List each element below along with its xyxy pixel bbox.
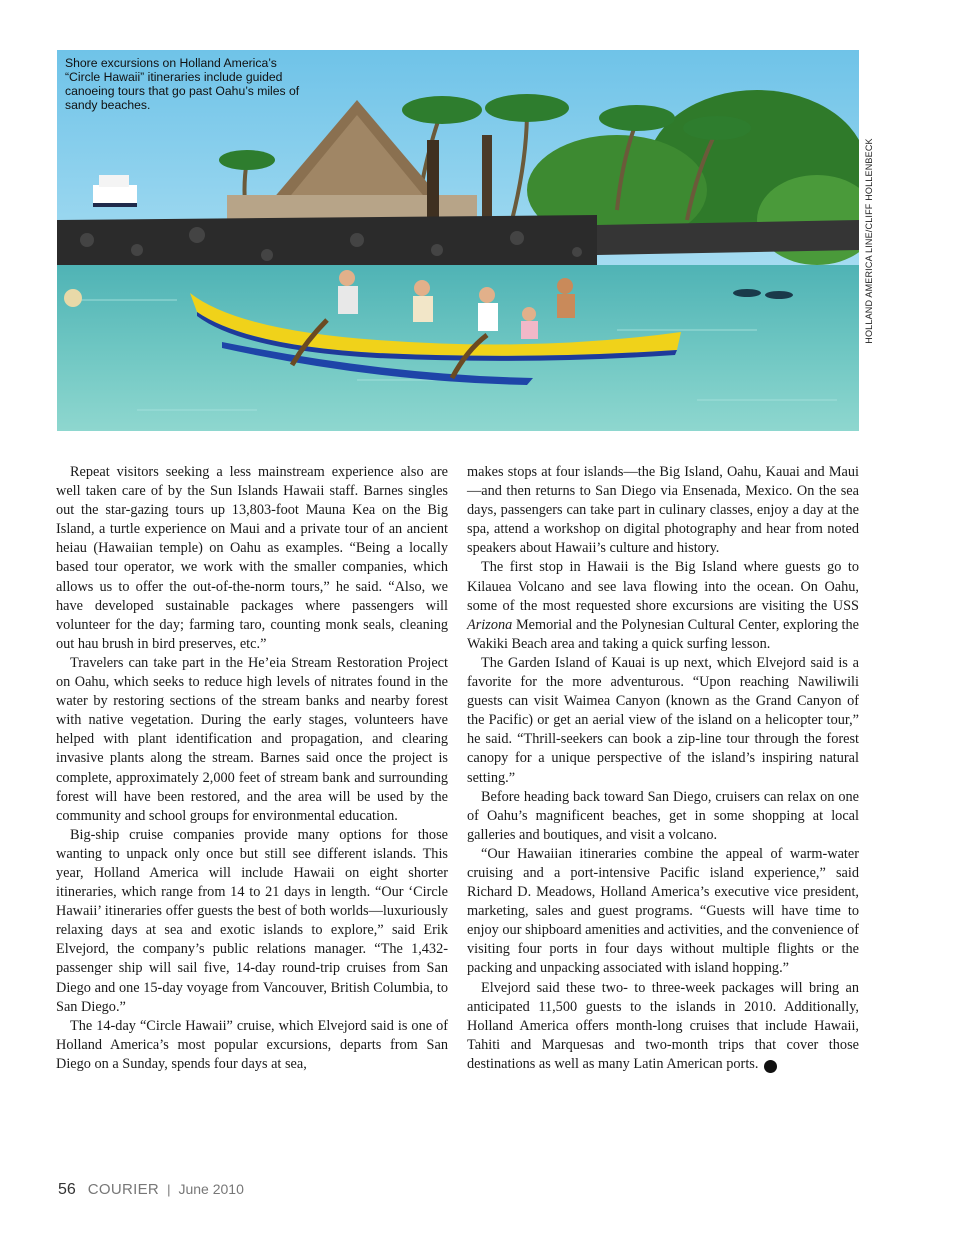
- photo-caption: Shore excursions on Holland America’s “Circle Hawaii” itineraries include guided canoeing tours that go past Oahu’s miles of sandy beaches.: [65, 56, 300, 112]
- page-footer: [58, 1181, 244, 1199]
- ship-name-italic: Arizona: [467, 616, 513, 633]
- article-paragraph: Big-ship cruise companies provide many options for those wanting to unpack only once but still see different islands. This year, Holland America will include Hawaii on eight shorter itineraries, which range from 14 to 21 days in length. “Our ‘Circle Hawaii’ itineraries offer guests the best of both worlds—luxuriously relaxing days at sea and exotic islands to explore,” said Erik Elvejord, the company’s public relations manager. “The 1,432-passenger ship will sail five, 14-day round-trip cruises from San Diego and one 15-day voyage from Vancouver, British Columbia, to San Diego.”: [56, 826, 448, 1015]
- issue-date: June 2010: [178, 1181, 244, 1197]
- end-of-article-icon: C: [764, 1060, 777, 1073]
- article-paragraph: Travelers can take part in the He’eia Stream Restoration Project on Oahu, which seeks to reduce high levels of nitrates found in the water by restoring sections of the stream banks and nearby forest with native vegetation. During the early stages, volunteers have helped with plant identification and propagation, and clearing invasive plants along the stream. Barnes said once the project is complete, approximately 2,000 feet of stream bank and surrounding forest will have been restored, and the area will be used by the community and school groups for environmental education.: [56, 654, 448, 824]
- article-paragraph: The 14-day “Circle Hawaii” cruise, which Elvejord said is one of Holland America’s most popular excursions, departs from San Diego on a Sunday, spends four days at sea,: [56, 1017, 448, 1072]
- article-paragraph: The Garden Island of Kauai is up next, which Elvejord said is a favorite for the more adventurous. “Upon reaching Nawiliwili guests can visit Waimea Canyon (known as the Grand Canyon of the Pacific) or get an aerial view of the island on a helicopter tour,” he said. “Thrill-seekers can book a zip-line tour through the forest canopy for a unique perspective of the island’s inspiring natural setting.”: [467, 654, 859, 786]
- article-paragraph-continued: makes stops at four islands—the Big Island, Oahu, Kauai and Maui—and then returns to San Diego via Ensenada, Mexico. On the sea days, passengers can take part in culinary classes, enjoy a day at the spa, attend a workshop on digital photography and hear from noted speakers about Hawaii’s culture and history.: [467, 464, 859, 557]
- last-paragraph-text: Elvejord said these two- to three-week packages will bring an anticipated 11,500 guests to the islands in 2010. Additionally, Holland America offers month-long cruises that include Hawaii, Tahiti and Marquesas and two-month trips that cover those destinations as well as many Latin American ports.: [467, 979, 859, 1072]
- photo-credit-text: HOLLAND AMERICA LINE/CLIFF HOLLENBECK: [864, 137, 874, 344]
- arizona-text-after: Memorial and the Polynesian Cultural Center, exploring the Wakiki Beach area and taking a quick surfing lesson.: [467, 616, 859, 652]
- article-paragraph-last: [467, 979, 859, 1074]
- page-number: 56: [58, 1181, 76, 1198]
- article-paragraph: Repeat visitors seeking a less mainstream experience also are well taken care of by the Sun Islands Hawaii staff. Barnes singles out the star-gazing tours up 13,803-foot Mauna Kea on the Big Island, a turtle experience on Maui and a private tour of an ancient heiau (Hawaiian temple) on Oahu as examples. “Being a locally based tour operator, we work with the smaller companies, which allows us to offer the out-of-the-norm tours,” he said. “Also, we have developed sustainable packages where passengers will volunteer for the day; farming taro, counting monk seals, cleaning out hau brush in bird preserves, etc.”: [56, 464, 448, 652]
- article-column-left: [56, 463, 448, 1074]
- publication-name: COURIER: [87, 1181, 160, 1198]
- article-paragraph: Before heading back toward San Diego, cruisers can relax on one of Oahu’s magnificent beaches, get in some shopping at local galleries and boutiques, and visit a volcano.: [467, 788, 859, 843]
- article-paragraph: “Our Hawaiian itineraries combine the appeal of warm-water cruising and a port-intensive Pacific island experience,” said Richard D. Meadows, Holland America’s executive vice president, marketing, sales and guest programs. “Guests will have time to enjoy our shipboard amenities and activities, and the convenience of visiting four ports in four days without multiple flights or the packing and unpacking associated with island hopping.”: [467, 845, 859, 977]
- footer-separator: |: [167, 1182, 171, 1197]
- article-column-right: [467, 463, 859, 1074]
- photo-credit: [862, 50, 876, 431]
- article-photo: [57, 50, 859, 431]
- article-paragraph-arizona: [467, 558, 859, 653]
- arizona-text-before: The first stop in Hawaii is the Big Island where guests go to Kilauea Volcano and see lava flowing into the ocean. On Oahu, some of the most requested shore excursions are visiting the USS: [467, 559, 859, 614]
